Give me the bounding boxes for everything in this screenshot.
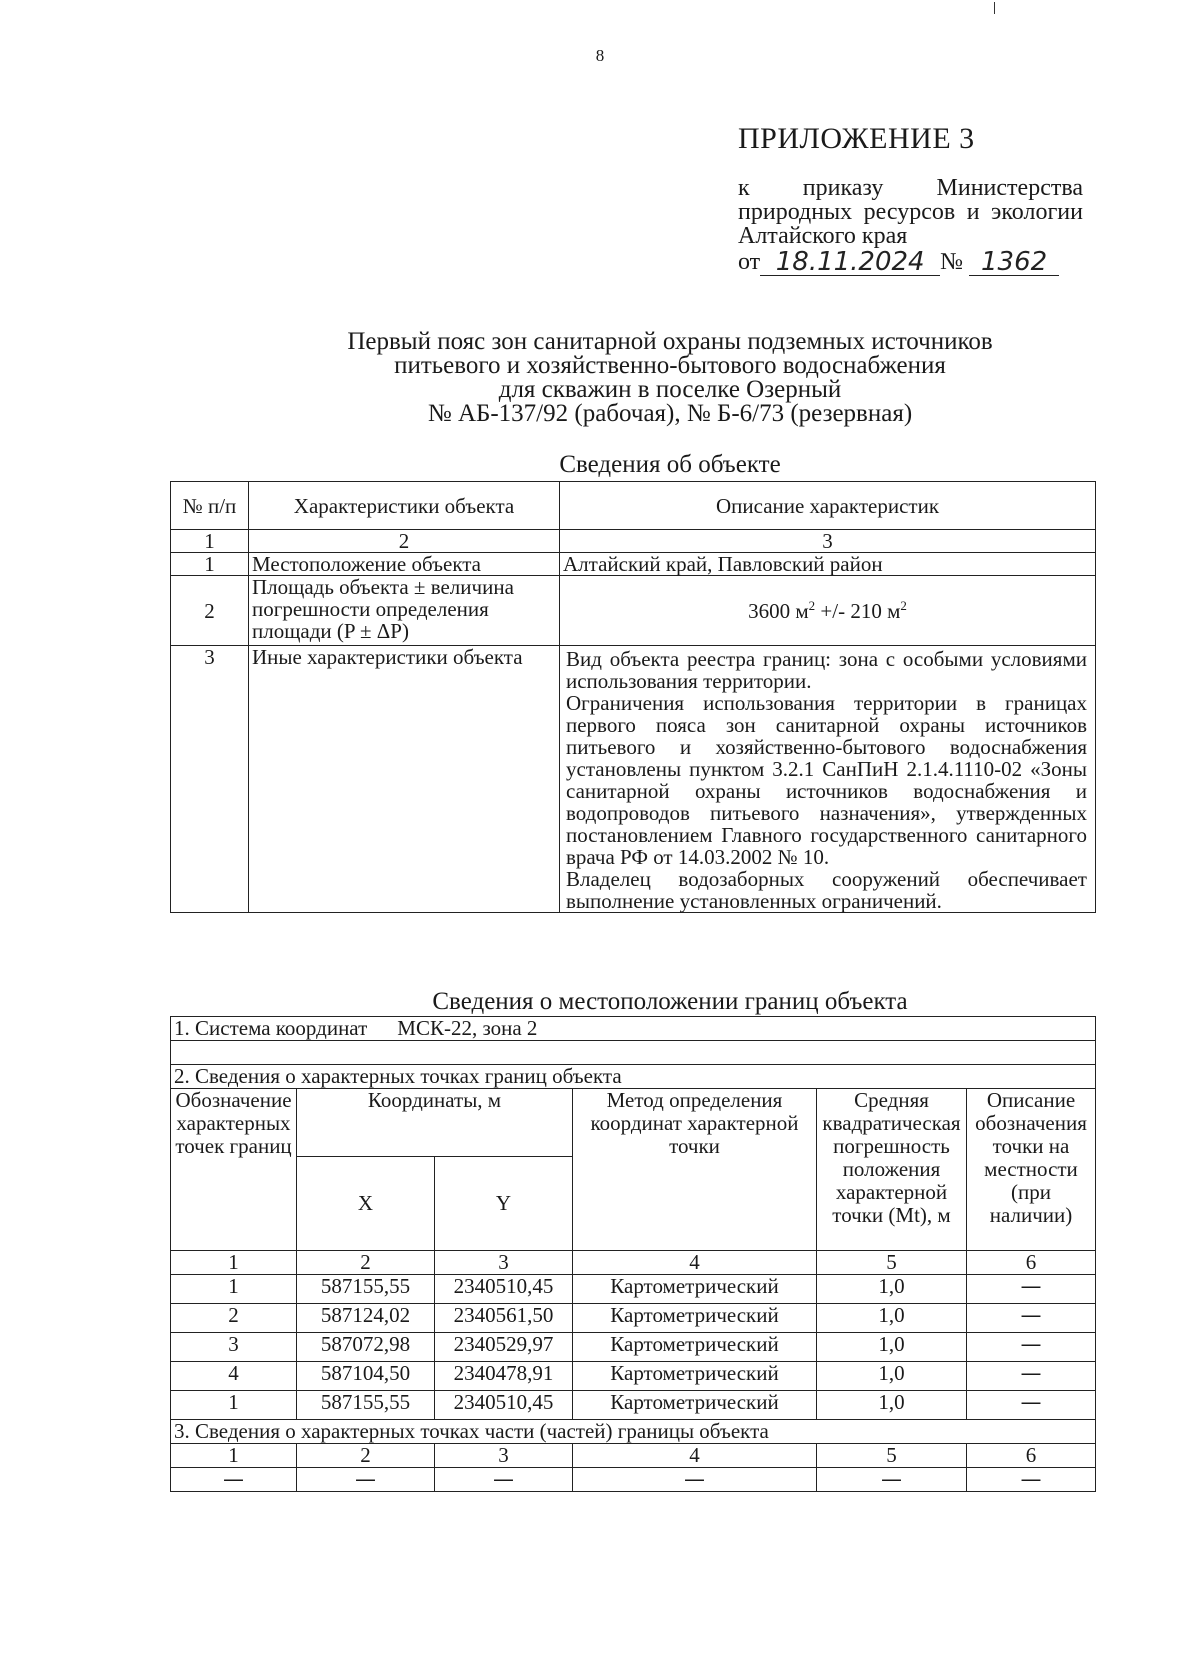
parts-section-title: 3. Сведения о характерных точках части (частей) границы объекта bbox=[171, 1420, 1096, 1444]
point-y: 2340529,97 bbox=[435, 1333, 573, 1362]
table-cell: — bbox=[171, 1468, 297, 1492]
point-id: 1 bbox=[171, 1391, 297, 1420]
title-line: для скважин в поселке Озерный bbox=[498, 376, 842, 403]
point-mt: 1,0 bbox=[817, 1391, 967, 1420]
coord-system-row bbox=[171, 1017, 1096, 1041]
row-value: Алтайский край, Павловский район bbox=[560, 553, 1096, 576]
header-num: № п/п bbox=[171, 482, 249, 530]
point-id: 4 bbox=[171, 1362, 297, 1391]
table-header-row bbox=[171, 1089, 1096, 1157]
row-number: 2 bbox=[171, 576, 249, 646]
table-row bbox=[171, 1362, 1096, 1391]
paragraph: Ограничения использования территории в границах первого пояса зон санитарной охраны источников питьевого и хозяйственно-бытового водоснабжения установлены пунктом 3.2.1 СанПиН 2.1.4.1110-02 «Зоны санитарной охраны источников водоснабжения и водопроводов питьевого назначения», утвержденных постановлением Главного государственного санитарного врача РФ от 14.03.2002 № 10. bbox=[566, 691, 1087, 869]
handwritten-number: 1362 bbox=[969, 249, 1059, 276]
point-desc: — bbox=[967, 1362, 1096, 1391]
table-cell: — bbox=[435, 1468, 573, 1492]
header-description: Описание характеристик bbox=[560, 482, 1096, 530]
table-cell: 1 bbox=[171, 1251, 297, 1275]
point-mt: 1,0 bbox=[817, 1362, 967, 1391]
table-cell: — bbox=[573, 1468, 817, 1492]
point-mt: 1,0 bbox=[817, 1275, 967, 1304]
table-row bbox=[171, 646, 1096, 913]
table-cell: 1 bbox=[171, 1444, 297, 1468]
row-name: Местоположение объекта bbox=[249, 553, 560, 576]
point-method: Картометрический bbox=[573, 1391, 817, 1420]
point-x: 587124,02 bbox=[297, 1304, 435, 1333]
object-info-heading: Сведения об объекте bbox=[559, 451, 781, 478]
point-id: 1 bbox=[171, 1275, 297, 1304]
point-y: 2340510,45 bbox=[435, 1275, 573, 1304]
point-id: 3 bbox=[171, 1333, 297, 1362]
table-cell: 4 bbox=[573, 1251, 817, 1275]
point-x: 587155,55 bbox=[297, 1275, 435, 1304]
number-prefix: № bbox=[940, 249, 964, 275]
header-x: X bbox=[297, 1157, 435, 1251]
date-prefix: от bbox=[738, 249, 761, 275]
point-y: 2340561,50 bbox=[435, 1304, 573, 1333]
point-desc: — bbox=[967, 1275, 1096, 1304]
coord-system-cell bbox=[171, 1017, 1096, 1041]
page-number: 8 bbox=[595, 46, 605, 65]
coord-system-label: 1. Система координат bbox=[174, 1016, 368, 1040]
table-cell: — bbox=[967, 1468, 1096, 1492]
table-row bbox=[171, 1468, 1096, 1492]
header-method: Метод определения координат характерной точки bbox=[573, 1089, 817, 1251]
table-index-row bbox=[171, 1251, 1096, 1275]
object-info-table bbox=[170, 481, 1096, 913]
table-cell: 4 bbox=[573, 1444, 817, 1468]
paragraph: Владелец водозаборных сооружений обеспечивает выполнение установленных ограничений. bbox=[566, 867, 1087, 913]
row-value-area: 3600 $м^2$ +/- 210 $м^2$ bbox=[560, 576, 1096, 646]
point-y: 2340478,91 bbox=[435, 1362, 573, 1391]
title-line: № АБ-137/92 (рабочая), № Б-6/73 (резервная) bbox=[427, 400, 913, 427]
point-method: Картометрический bbox=[573, 1333, 817, 1362]
table-row bbox=[171, 553, 1096, 576]
table-cell: 6 bbox=[967, 1251, 1096, 1275]
header-y: Y bbox=[435, 1157, 573, 1251]
table-cell: 2 bbox=[297, 1251, 435, 1275]
row-value-paragraphs bbox=[560, 646, 1096, 913]
table-cell: 2 bbox=[297, 1444, 435, 1468]
appendix-date-number-line bbox=[738, 248, 1083, 276]
boundary-info-heading: Сведения о местоположении границ объекта bbox=[432, 988, 908, 1015]
point-x: 587072,98 bbox=[297, 1333, 435, 1362]
table-row bbox=[171, 1304, 1096, 1333]
point-desc: — bbox=[967, 1391, 1096, 1420]
appendix-title: ПРИЛОЖЕНИЕ 3 bbox=[738, 122, 975, 155]
table-row bbox=[171, 1333, 1096, 1362]
point-mt: 1,0 bbox=[817, 1304, 967, 1333]
boundary-table bbox=[170, 1016, 1096, 1492]
point-x: 587155,55 bbox=[297, 1391, 435, 1420]
header-error: Средняя квадратическая погрешность положения характерной точки (Mt), м bbox=[817, 1089, 967, 1251]
table-header-row bbox=[171, 482, 1096, 530]
point-desc: — bbox=[967, 1304, 1096, 1333]
point-id: 2 bbox=[171, 1304, 297, 1333]
table-cell: 5 bbox=[817, 1251, 967, 1275]
table-index-row bbox=[171, 530, 1096, 553]
point-method: Картометрический bbox=[573, 1304, 817, 1333]
table-cell: 1 bbox=[171, 530, 249, 553]
table-cell: — bbox=[817, 1468, 967, 1492]
row-number: 1 bbox=[171, 553, 249, 576]
appendix-order-reference: к приказу Министерства природных ресурсов и экологии Алтайского края bbox=[738, 175, 1083, 249]
row-number: 3 bbox=[171, 646, 249, 913]
row-name: Площадь объекта ± величина погрешности определения площади (P ± ΔP) bbox=[249, 576, 560, 646]
table-cell: 3 bbox=[560, 530, 1096, 553]
blank-cell bbox=[171, 1041, 1096, 1065]
point-x: 587104,50 bbox=[297, 1362, 435, 1391]
coord-system-value: МСК-22, зона 2 bbox=[397, 1016, 538, 1040]
document-title bbox=[170, 330, 1170, 426]
table-row bbox=[171, 576, 1096, 646]
appendix-block bbox=[738, 122, 1083, 276]
table-cell: 6 bbox=[967, 1444, 1096, 1468]
table-cell: 3 bbox=[435, 1251, 573, 1275]
table-cell: 2 bbox=[249, 530, 560, 553]
table-cell: 3 bbox=[435, 1444, 573, 1468]
point-method: Картометрический bbox=[573, 1275, 817, 1304]
header-designation: Обозначение характерных точек границ bbox=[171, 1089, 297, 1251]
points-section-title: 2. Сведения о характерных точках границ объекта bbox=[171, 1065, 1096, 1089]
handwritten-date: 18.11.2024 bbox=[760, 249, 940, 276]
points-section-row bbox=[171, 1065, 1096, 1089]
header-characteristics: Характеристики объекта bbox=[249, 482, 560, 530]
blank-row bbox=[171, 1041, 1096, 1065]
point-mt: 1,0 bbox=[817, 1333, 967, 1362]
point-method: Картометрический bbox=[573, 1362, 817, 1391]
title-line: Первый пояс зон санитарной охраны подземных источников bbox=[347, 328, 993, 355]
header-coordinates: Координаты, м bbox=[297, 1089, 573, 1157]
table-row bbox=[171, 1275, 1096, 1304]
table-cell: 5 bbox=[817, 1444, 967, 1468]
scan-mark bbox=[994, 2, 995, 14]
parts-section-row bbox=[171, 1420, 1096, 1444]
table-cell: — bbox=[297, 1468, 435, 1492]
row-name: Иные характеристики объекта bbox=[249, 646, 560, 913]
header-point-description: Описание обозначения точки на местности (при наличии) bbox=[967, 1089, 1096, 1251]
table-row bbox=[171, 1391, 1096, 1420]
paragraph: Вид объекта реестра границ: зона с особыми условиями использования территории. bbox=[566, 647, 1087, 693]
point-y: 2340510,45 bbox=[435, 1391, 573, 1420]
title-line: питьевого и хозяйственно-бытового водоснабжения bbox=[394, 352, 946, 379]
table-index-row bbox=[171, 1444, 1096, 1468]
point-desc: — bbox=[967, 1333, 1096, 1362]
